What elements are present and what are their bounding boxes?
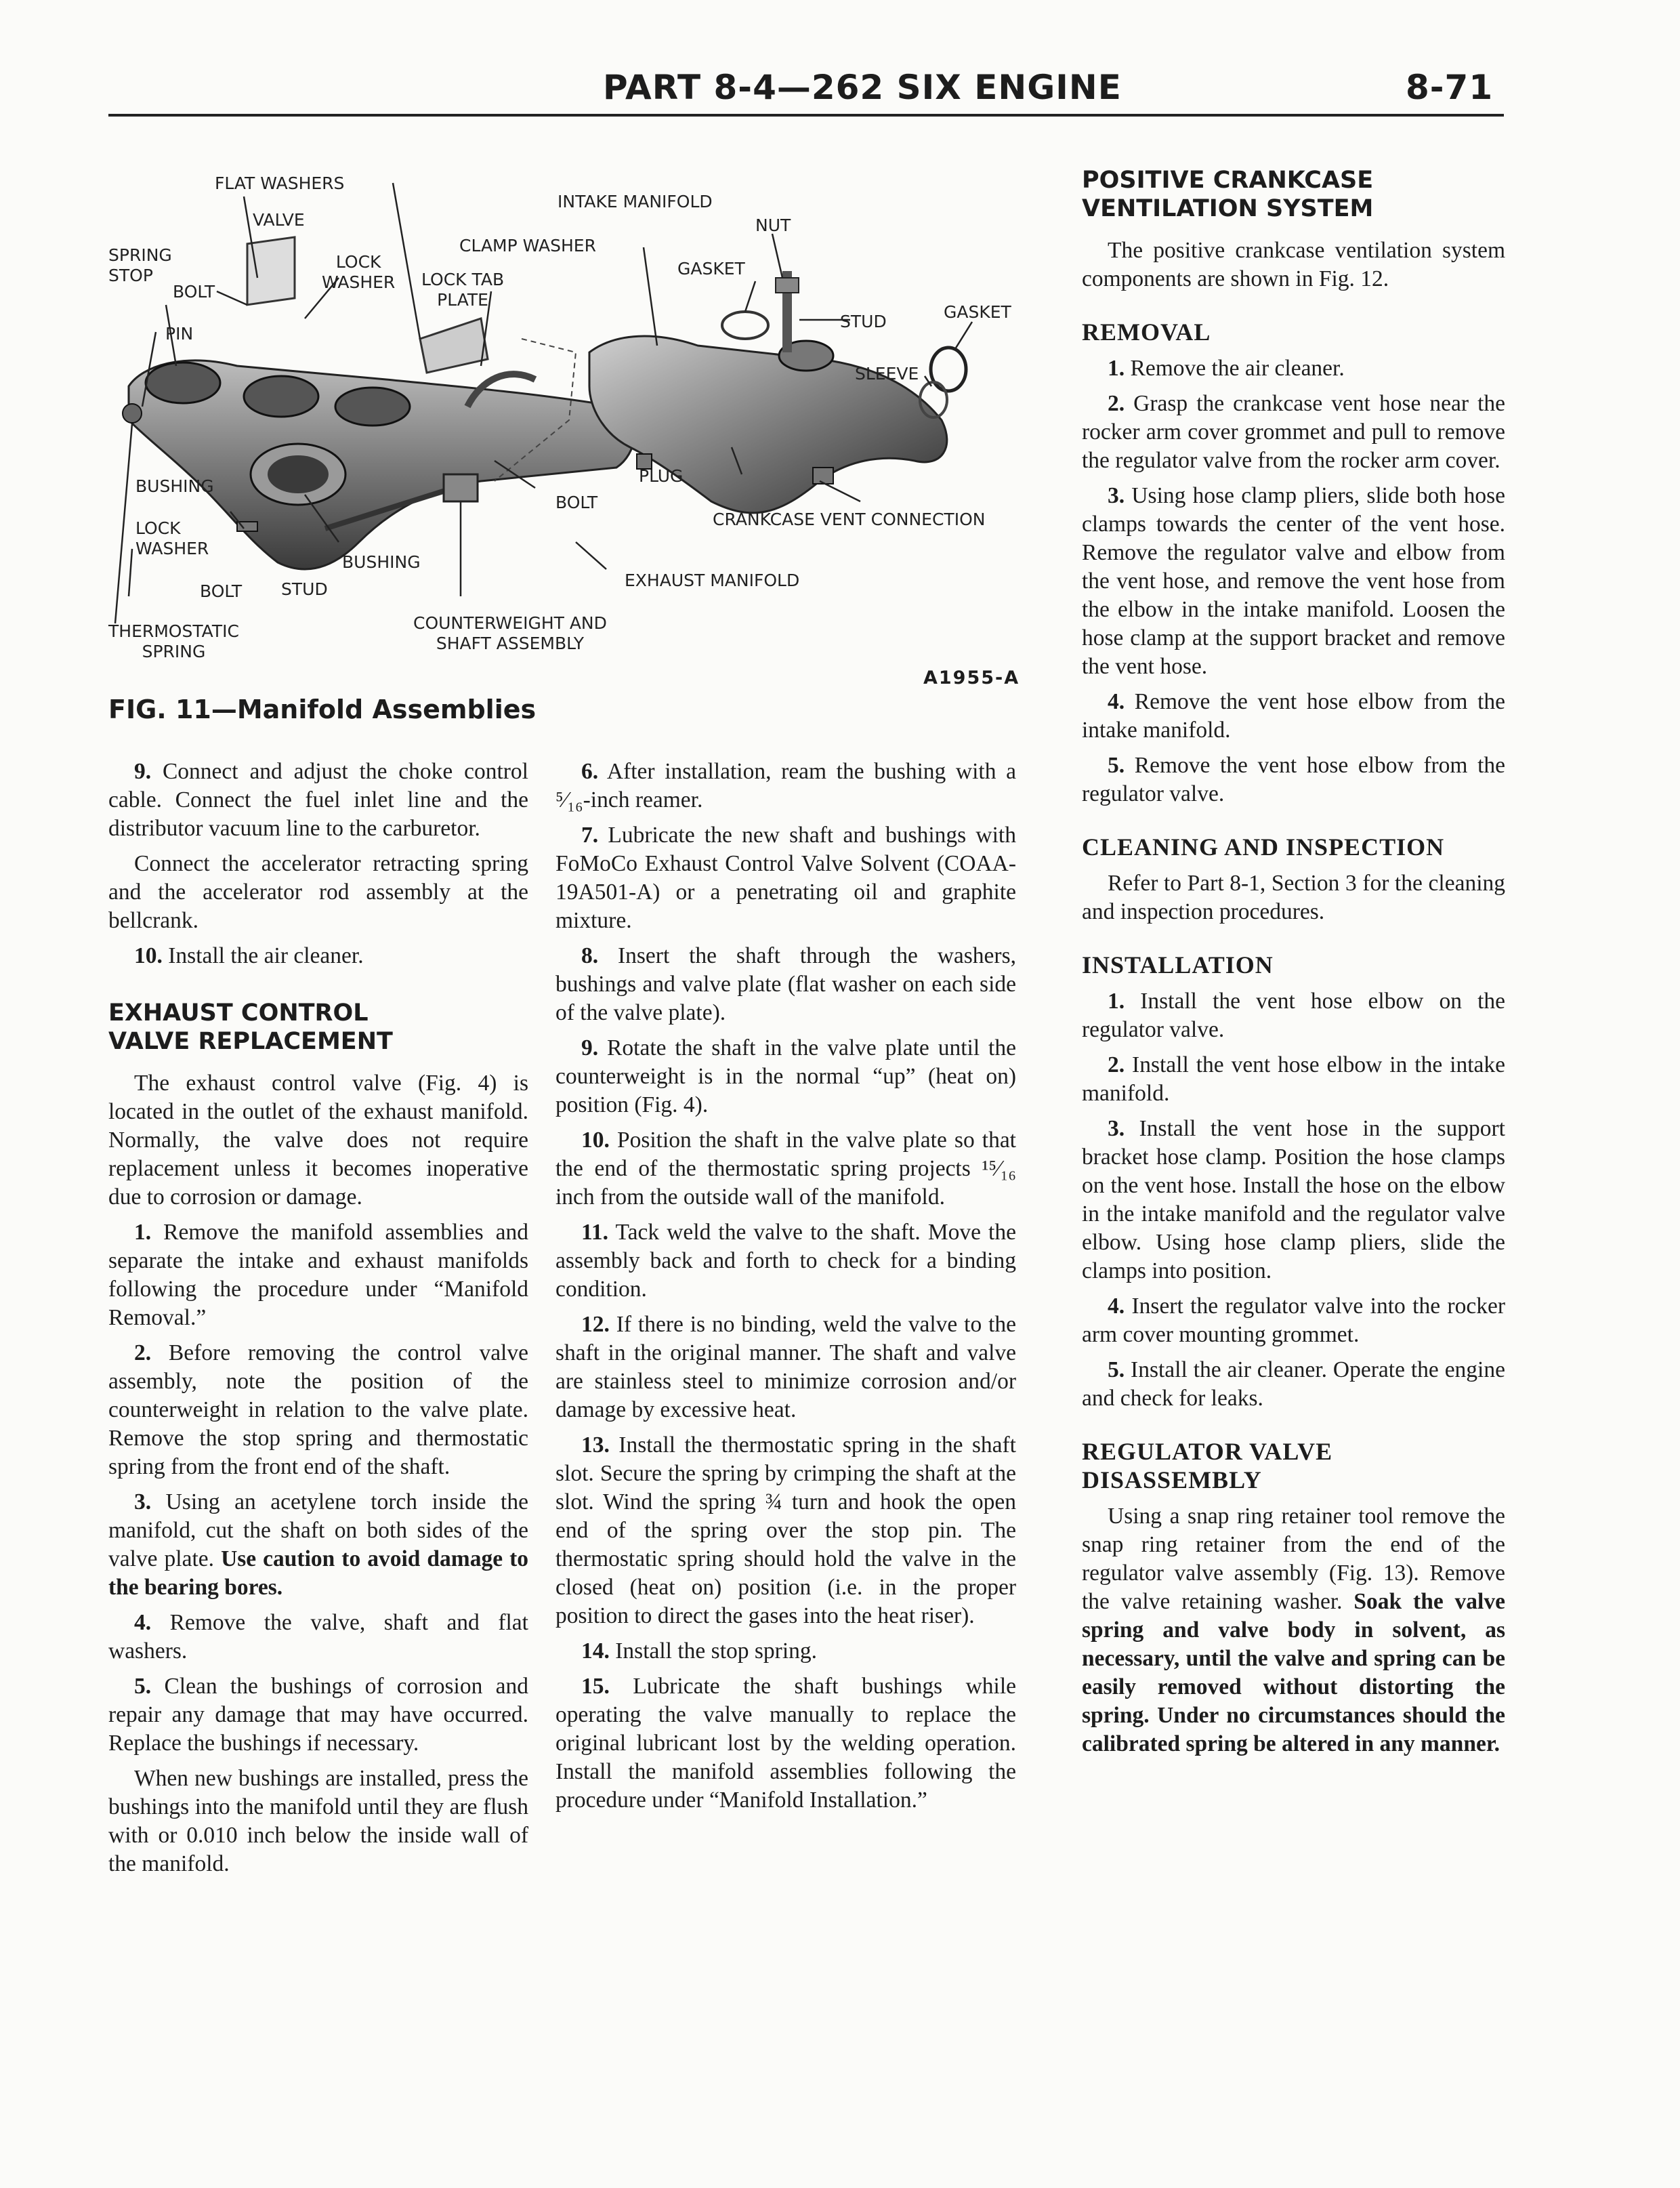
header-rule — [108, 114, 1504, 117]
label-lock-washer-1: LOCK WASHER — [322, 252, 396, 292]
page-number: 8-71 — [1406, 68, 1494, 107]
step-7: 7. Lubricate the new shaft and bushings with FoMoCo Exhaust Control Valve Solvent (COAA-19A501-A) or a penetrating oil and graphite mixture. — [555, 823, 1016, 933]
step-12: 12. If there is no binding, weld the valve to the shaft in the original manner. The shaft and valve are stainless steel to minimize corrosion and/or damage by excessive heat. — [555, 1312, 1016, 1422]
label-lock-washer-2: LOCK WASHER — [135, 518, 209, 558]
paragraph-pcv-intro: The positive crankcase ventilation system components are shown in Fig. 12. — [1082, 238, 1505, 291]
step-3: 3. Using an acetylene torch inside the manifold, cut the shaft on both sides of the valve plate. Use caution to avoid damage to the bearing bores. — [108, 1489, 528, 1600]
step-1: 1. Remove the manifold assemblies and separate the intake and exhaust manifolds following the procedure under “Manifold Removal.” — [108, 1220, 528, 1330]
step-13: 13. Install the thermostatic spring in the shaft slot. Secure the spring by crimping the shaft at the slot. Wind the spring ¾ turn and hook the open end of the spring over the stop pin. The thermostatic spring should hold the valve in the closed (heat on) position (i.e. in the proper position to direct the gases into the heat riser). — [555, 1432, 1016, 1628]
install-step-2: 2. Install the vent hose elbow in the intake manifold. — [1082, 1052, 1505, 1106]
step-5: 5. Clean the bushings of corrosion and repair any damage that may have occurred. Replace the bushings if necessary. — [108, 1674, 528, 1756]
step-6: 6. After installation, ream the bushing with a ⁵⁄₁₆-inch reamer. — [555, 759, 1016, 812]
removal-step-3: 3. Using hose clamp pliers, slide both hose clamps towards the center of the vent hose. Remove the regulator valve and elbow from the vent hose, and remove the vent hose from the elbow in the intake manifold. Loosen the hose clamp at the support bracket and remove the vent hose. — [1082, 483, 1505, 679]
label-bolt-1: BOLT — [173, 282, 215, 302]
step-15: 15. Lubricate the shaft bushings while operating the valve manually to replace the original lubricant lost by the welding operation. Install the manifold assemblies following the procedure under “Manifold Installation.” — [555, 1674, 1016, 1813]
label-pin: PIN — [165, 324, 194, 344]
label-bolt-3: BOLT — [555, 493, 598, 512]
paragraph-accelerator: Connect the accelerator retracting spring and the accelerator rod assembly at the bellcrank. — [108, 851, 528, 933]
heading-cleaning-inspection: CLEANING AND INSPECTION — [1082, 833, 1445, 861]
label-plug: PLUG — [639, 466, 684, 486]
install-step-5: 5. Install the air cleaner. Operate the engine and check for leaks. — [1082, 1357, 1505, 1411]
heading-removal: REMOVAL — [1082, 318, 1211, 346]
label-sleeve: SLEEVE — [855, 364, 919, 384]
install-step-1: 1. Install the vent hose elbow on the regulator valve. — [1082, 989, 1505, 1042]
step-9: 9. Connect and adjust the choke control cable. Connect the fuel inlet line and the distributor vacuum line to the carburetor. — [108, 759, 528, 841]
label-crankcase-vent-connection: CRANKCASE VENT CONNECTION — [713, 510, 986, 529]
removal-step-1: 1. Remove the air cleaner. — [1108, 356, 1345, 381]
install-step-4: 4. Insert the regulator valve into the rocker arm cover mounting grommet. — [1082, 1294, 1505, 1347]
heading-installation: INSTALLATION — [1082, 951, 1274, 978]
column-1 — [108, 758, 528, 1885]
label-stud-2: STUD — [281, 579, 328, 599]
removal-step-5: 5. Remove the vent hose elbow from the regulator valve. — [1082, 753, 1505, 806]
paragraph-cleaning: Refer to Part 8-1, Section 3 for the cleaning and inspection procedures. — [1082, 871, 1505, 924]
label-bolt-2: BOLT — [200, 581, 243, 601]
label-stud-1: STUD — [840, 312, 887, 331]
heading-regulator-valve-disassembly: REGULATOR VALVE DISASSEMBLY — [1082, 1438, 1333, 1493]
removal-step-4: 4. Remove the vent hose elbow from the intake manifold. — [1082, 689, 1505, 743]
label-intake-manifold: INTAKE MANIFOLD — [558, 192, 713, 211]
label-bushing-1: BUSHING — [135, 476, 214, 496]
step-8: 8. Insert the shaft through the washers, bushings and valve plate (flat washer on each side of the valve plate). — [555, 943, 1016, 1025]
column-2 — [555, 758, 1016, 1821]
label-nut: NUT — [755, 215, 791, 235]
page-header-title: PART 8-4—262 SIX ENGINE — [603, 68, 1122, 107]
step-10: 10. Install the air cleaner. — [134, 943, 364, 968]
label-gasket-1: GASKET — [677, 259, 745, 278]
column-3 — [1082, 166, 1505, 1765]
step-2: 2. Before removing the control valve assembly, note the position of the counterweight in relation to the valve plate. Remove the stop spring and thermostatic spring from the front end of the shaft. — [108, 1340, 528, 1479]
figure-caption: FIG. 11—Manifold Assemblies — [108, 695, 537, 724]
install-step-3: 3. Install the vent hose in the support bracket hose clamp. Position the hose clamps on the vent hose. Install the hose on the elbow in the intake manifold and the regulator valve elbow. Using hose clamp pliers, slide the clamps into position. — [1082, 1116, 1505, 1283]
label-gasket-2: GASKET — [944, 302, 1011, 322]
label-thermostatic-spring: THERMOSTATIC SPRING — [108, 621, 239, 661]
step-9b: 9. Rotate the shaft in the valve plate until the counterweight is in the normal “up” (heat on) position (Fig. 4). — [555, 1035, 1016, 1117]
heading-exhaust-control: EXHAUST CONTROL VALVE REPLACEMENT — [108, 999, 393, 1055]
paragraph-exhaust-intro: The exhaust control valve (Fig. 4) is located in the outlet of the exhaust manifold. Normally, the valve does not require replacement unless it becomes inoperative due to corrosion or damage. — [108, 1071, 528, 1210]
label-valve: VALVE — [253, 210, 305, 230]
figure-id: A1955-A — [923, 667, 1020, 688]
label-exhaust-manifold: EXHAUST MANIFOLD — [625, 571, 800, 590]
paragraph-bushings: When new bushings are installed, press the bushings into the manifold until they are flush with or 0.010 inch below the inside wall of the manifold. — [108, 1766, 528, 1876]
label-clamp-washer: CLAMP WASHER — [459, 236, 596, 255]
heading-pcv-system: POSITIVE CRANKCASE VENTILATION SYSTEM — [1082, 167, 1374, 222]
label-spring-stop: SPRING STOP — [108, 245, 172, 285]
removal-step-2: 2. Grasp the crankcase vent hose near the rocker arm cover grommet and pull to remove the regulator valve from the rocker arm cover. — [1082, 391, 1505, 473]
step-14: 14. Install the stop spring. — [581, 1638, 818, 1664]
step-10b: 10. Position the shaft in the valve plate so that the end of the thermostatic spring projects ¹⁵⁄₁₆ inch from the outside wall of the manifold. — [555, 1128, 1016, 1210]
paragraph-disassembly: Using a snap ring retainer tool remove the snap ring retainer from the end of the regulator valve assembly (Fig. 13). Remove the valve retaining washer. Soak the valve spring and valve body in solvent, as necessary, until the valve and spring can be easily removed without distorting the spring. Under no circumstances should the calibrated spring be altered in any manner. — [1082, 1504, 1505, 1756]
step-11: 11. Tack weld the valve to the shaft. Move the assembly back and forth to check for a binding condition. — [555, 1220, 1016, 1302]
step-4: 4. Remove the valve, shaft and flat washers. — [108, 1610, 528, 1664]
label-lock-tab-plate: LOCK TAB PLATE — [421, 270, 505, 310]
label-bushing-2: BUSHING — [342, 552, 421, 572]
label-counterweight-shaft: COUNTERWEIGHT AND SHAFT ASSEMBLY — [413, 613, 607, 653]
label-flat-washers: FLAT WASHERS — [215, 173, 345, 193]
